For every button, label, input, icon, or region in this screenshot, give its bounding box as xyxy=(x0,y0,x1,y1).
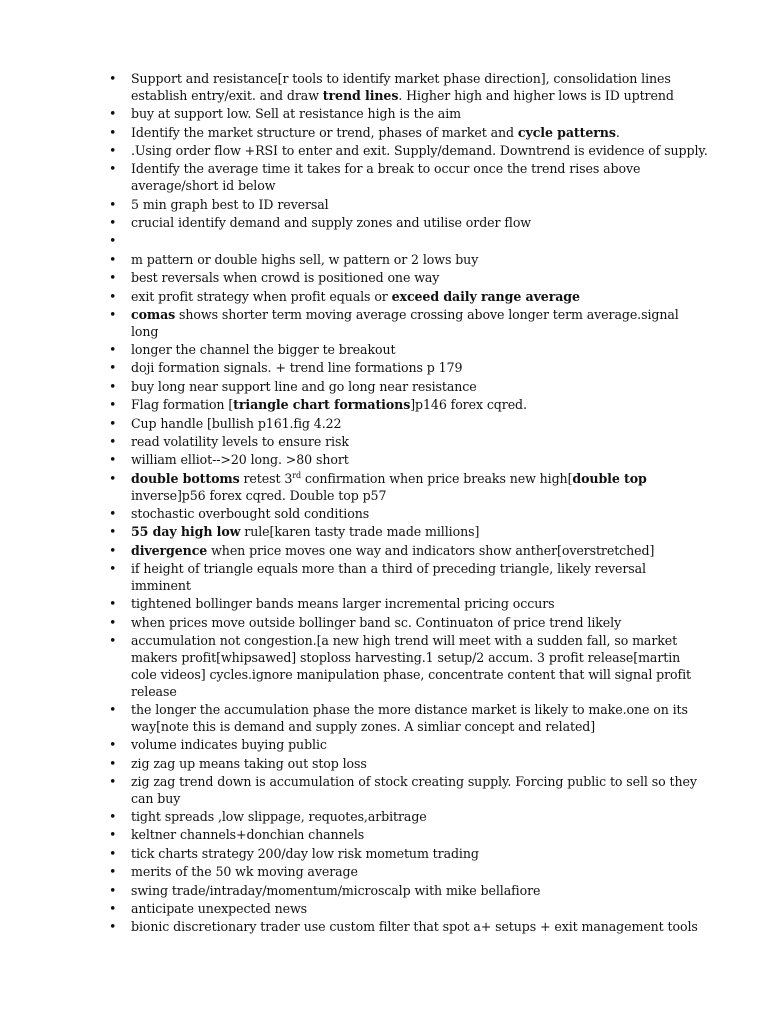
bullet-item xyxy=(0,106,768,123)
bullet-item xyxy=(0,543,768,560)
bold-text: double bottoms xyxy=(131,470,240,486)
bullet-item xyxy=(0,901,768,918)
bullet-text: swing trade/intraday/momentum/microscalp with mike bellafiore xyxy=(131,882,541,898)
bullet-text: read volatility levels to ensure risk xyxy=(131,434,349,450)
bullet-text: Identify the market structure or trend, phases of market and xyxy=(131,124,518,140)
bullet-item xyxy=(0,307,768,341)
bullet-text: tightened bollinger bands means larger incremental pricing occurs xyxy=(131,596,555,612)
bold-text: comas xyxy=(131,306,176,322)
bullet-text: buy long near support line and go long near resistance xyxy=(131,378,477,394)
bullet-text: zig zag up means taking out stop loss xyxy=(131,755,367,771)
bullet-item xyxy=(0,270,768,287)
bullet-item xyxy=(0,883,768,900)
bold-text: trend lines xyxy=(322,87,399,103)
bullet-text: rule[karen tasty trade made millions] xyxy=(240,524,480,540)
bullet-text: when prices move outside bollinger band sc. Continuaton of price trend likely xyxy=(131,614,622,630)
bullet-text: exit profit strategy when profit equals or xyxy=(131,288,392,304)
bullet-item xyxy=(0,774,768,808)
bullet-item xyxy=(0,161,768,195)
bullet-text: accumulation not congestion.[a new high trend will meet with a sudden fall, so market makers profit[whipsawed] stoploss harvesting.1 setup/2 accum. 3 profit release[martin cole videos] cycles.ignore manipulation phase, concentrate content that will signal profit release xyxy=(131,633,691,699)
bullet-item xyxy=(0,416,768,433)
bullet-text: 5 min graph best to ID reversal xyxy=(131,196,329,212)
bullet-item xyxy=(0,756,768,773)
bullet-text: keltner channels+donchian channels xyxy=(131,827,365,843)
bullet-text: Flag formation [ xyxy=(131,397,234,413)
bullet-text: . Higher high and higher lows is ID uptrend xyxy=(398,87,674,103)
bullet-text: volume indicates buying public xyxy=(131,737,327,753)
bullet-item xyxy=(0,615,768,632)
bullet-text: if height of triangle equals more than a third of preceding triangle, likely reversal imminent xyxy=(131,561,646,593)
bullet-text: bionic discretionary trader use custom filter that spot a+ setups + exit management tools xyxy=(131,919,698,935)
bullet-item xyxy=(0,71,768,105)
bullet-item xyxy=(0,702,768,736)
bold-text: triangle chart formations xyxy=(233,397,411,413)
bullet-item xyxy=(0,289,768,306)
bold-text: exceed daily range average xyxy=(391,288,580,304)
bullet-text: shows shorter term moving average crossing above longer term average.signal long xyxy=(131,306,679,339)
bullet-item xyxy=(0,737,768,754)
bullet-text: tight spreads ,low slippage, requotes,arbitrage xyxy=(131,809,427,825)
bullet-item xyxy=(0,434,768,451)
bold-text: cycle patterns xyxy=(517,124,616,140)
bullet-item xyxy=(0,919,768,936)
bullet-item xyxy=(0,633,768,700)
bullet-text: m pattern or double highs sell, w pattern or 2 lows buy xyxy=(131,251,479,267)
bullet-list xyxy=(0,71,768,936)
bullet-text: tick charts strategy 200/day low risk mometum trading xyxy=(131,845,479,861)
bullet-item xyxy=(0,827,768,844)
bullet-item xyxy=(0,596,768,613)
bullet-item xyxy=(0,452,768,469)
bullet-text: doji formation signals. + trend line formations p 179 xyxy=(131,360,463,376)
bullet-text: .Using order flow +RSI to enter and exit. Supply/demand. Downtrend is evidence of supply. xyxy=(131,142,708,158)
bold-text: double top xyxy=(572,470,647,486)
bullet-item xyxy=(0,379,768,396)
bullet-text: inverse]p56 forex cqred. Double top p57 xyxy=(131,487,387,503)
bullet-text: anticipate unexpected news xyxy=(131,901,308,917)
bullet-text: Support and resistance[r tools to identify market phase direction], consolidation lines establish entry/exit. and draw xyxy=(131,71,671,103)
bullet-text: best reversals when crowd is positioned one way xyxy=(131,270,440,286)
bullet-text: stochastic overbought sold conditions xyxy=(131,506,370,521)
bullet-item xyxy=(0,561,768,595)
bold-text: 55 day high low xyxy=(131,524,241,540)
bullet-text: the longer the accumulation phase the more distance market is likely to make.one on its way[note this is demand and supply zones. A simliar concept and related] xyxy=(131,701,688,734)
bullet-item xyxy=(0,215,768,232)
bullet-text: . xyxy=(615,124,620,140)
bullet-text: when price moves one way and indicators show anther[overstretched] xyxy=(207,542,655,558)
bullet-item xyxy=(0,252,768,269)
bullet-text: william elliot-->20 long. >80 short xyxy=(131,452,349,468)
bullet-text: crucial identify demand and supply zones and utilise order flow xyxy=(131,214,531,230)
bullet-item xyxy=(0,125,768,142)
bullet-text: retest 3 xyxy=(239,470,293,486)
bullet-item xyxy=(0,471,768,505)
bullet-text: Identify the average time it takes for a break to occur once the trend rises above average/short id below xyxy=(131,161,641,194)
bullet-text: ]p146 forex cqred. xyxy=(410,397,527,413)
bullet-item xyxy=(0,233,768,250)
bullet-item xyxy=(0,506,768,523)
bullet-text: confirmation when price breaks new high[ xyxy=(301,470,573,486)
bullet-item xyxy=(0,143,768,160)
bullet-item xyxy=(0,524,768,541)
bullet-item xyxy=(0,197,768,214)
bullet-text: zig zag trend down is accumulation of stock creating supply. Forcing public to sell so they can buy xyxy=(131,773,697,806)
bullet-text: buy at support low. Sell at resistance high is the aim xyxy=(131,106,461,122)
bullet-item xyxy=(0,397,768,414)
bullet-text: Cup handle [bullish p161.fig 4.22 xyxy=(131,415,342,431)
bullet-item xyxy=(0,846,768,863)
bullet-text: longer the channel the bigger te breakout xyxy=(131,342,396,358)
bullet-item xyxy=(0,342,768,359)
bold-text: divergence xyxy=(131,542,208,558)
bullet-item xyxy=(0,864,768,881)
superscript-text: rd xyxy=(292,470,301,480)
bullet-item xyxy=(0,360,768,377)
bullet-text: merits of the 50 wk moving average xyxy=(131,864,358,880)
bullet-item xyxy=(0,809,768,826)
